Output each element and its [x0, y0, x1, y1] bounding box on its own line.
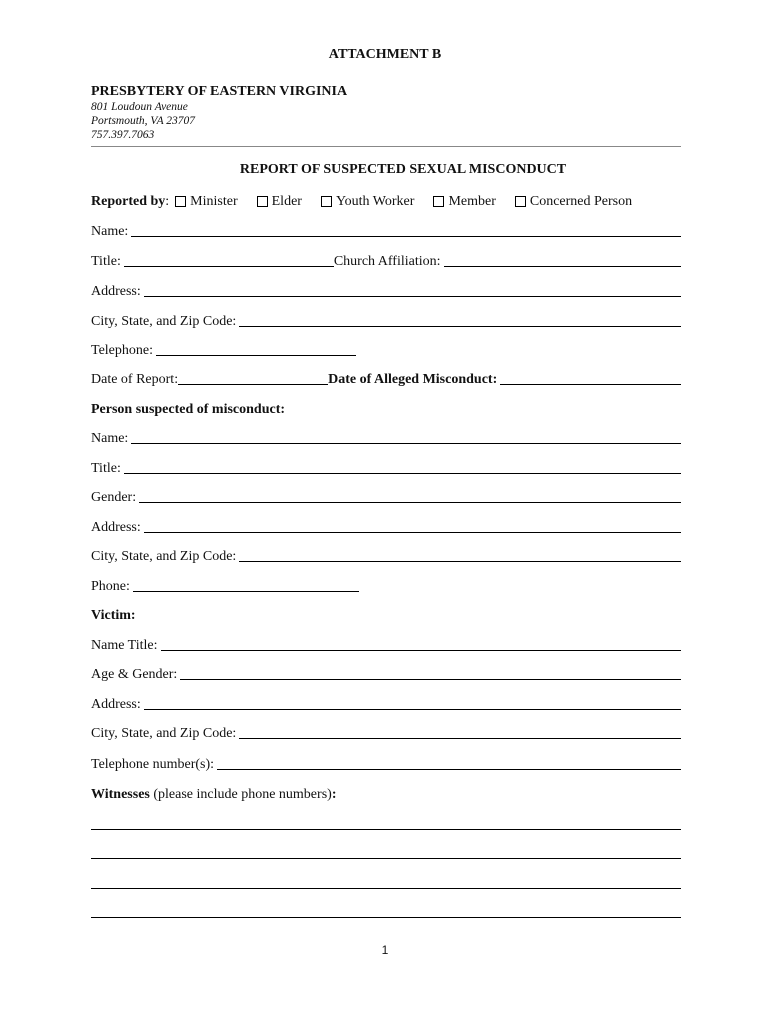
reported-by-colon: : — [165, 194, 170, 209]
reporter-address-field[interactable] — [144, 295, 681, 297]
checkbox-box[interactable] — [515, 196, 526, 207]
checkbox-minister[interactable] — [175, 194, 237, 210]
victim-address-label: Address: — [91, 697, 141, 712]
checkbox-minister-label: Minister — [190, 194, 238, 209]
suspect-gender-label: Gender: — [91, 490, 137, 505]
witnesses-label: Witnesses — [91, 787, 150, 802]
suspect-city-field[interactable] — [239, 560, 681, 562]
suspect-heading: Person suspected of misconduct: — [91, 402, 286, 417]
victim-city-row — [91, 722, 681, 742]
date-of-alleged-label: Date of Alleged Misconduct: — [328, 372, 498, 387]
suspect-name-row — [91, 427, 681, 447]
suspect-city-row — [91, 545, 681, 565]
form-title: REPORT OF SUSPECTED SEXUAL MISCONDUCT — [239, 162, 567, 177]
header-divider — [91, 146, 681, 147]
reporter-address-row — [91, 280, 681, 300]
suspect-phone-field[interactable] — [133, 590, 359, 592]
reporter-name-row — [91, 220, 681, 240]
reporter-title-row — [91, 250, 681, 270]
reporter-city-field[interactable] — [239, 325, 681, 327]
church-affiliation-label: Church Affiliation: — [333, 254, 441, 269]
checkbox-member[interactable] — [433, 194, 495, 210]
witness-line-3[interactable] — [91, 888, 681, 889]
suspect-address-field[interactable] — [144, 531, 681, 533]
suspect-name-field[interactable] — [131, 442, 681, 444]
attachment-heading: ATTACHMENT B — [328, 47, 442, 62]
checkbox-member-label: Member — [448, 194, 496, 209]
checkbox-box[interactable] — [433, 196, 444, 207]
witness-line-1[interactable] — [91, 829, 681, 830]
reporter-city-row — [91, 310, 681, 330]
victim-telephone-field[interactable] — [217, 768, 681, 770]
reporter-telephone-field[interactable] — [156, 354, 356, 356]
checkbox-elder-label: Elder — [271, 194, 302, 209]
suspect-gender-row — [91, 486, 681, 506]
victim-address-field[interactable] — [144, 708, 681, 710]
address-line-1: 801 Loudoun Avenue — [91, 101, 188, 113]
suspect-phone-label: Phone: — [91, 579, 130, 594]
reported-by-row — [91, 190, 681, 210]
reporter-name-label: Name: — [91, 224, 129, 239]
victim-city-label: City, State, and Zip Code: — [91, 726, 237, 741]
victim-name-row — [91, 634, 681, 654]
suspect-address-label: Address: — [91, 520, 141, 535]
victim-age-label: Age & Gender: — [91, 667, 178, 682]
reporter-city-label: City, State, and Zip Code: — [91, 314, 237, 329]
checkbox-youth-worker-label: Youth Worker — [335, 194, 415, 209]
victim-age-field[interactable] — [180, 678, 681, 680]
checkbox-elder[interactable] — [257, 194, 302, 210]
victim-telephone-row — [91, 753, 681, 773]
date-of-alleged-field[interactable] — [500, 383, 681, 385]
checkbox-box[interactable] — [321, 196, 332, 207]
checkbox-concerned-person-label: Concerned Person — [529, 194, 633, 209]
organization-name: PRESBYTERY OF EASTERN VIRGINIA — [91, 84, 348, 99]
report-dates-row — [91, 368, 681, 388]
suspect-address-row — [91, 516, 681, 536]
reporter-address-label: Address: — [91, 284, 141, 299]
reporter-name-field[interactable] — [131, 235, 681, 237]
victim-name-label: Name Title: — [91, 638, 158, 653]
suspect-phone-row — [91, 575, 681, 595]
checkbox-youth-worker[interactable] — [321, 194, 414, 210]
page-number: 1 — [381, 943, 389, 957]
church-affiliation-field[interactable] — [444, 265, 681, 267]
suspect-city-label: City, State, and Zip Code: — [91, 549, 237, 564]
witnesses-colon: : — [331, 787, 337, 802]
suspect-title-field[interactable] — [124, 472, 681, 474]
suspect-name-label: Name: — [91, 431, 129, 446]
date-of-report-label: Date of Report: — [91, 372, 179, 387]
reporter-telephone-row — [91, 339, 681, 359]
reporter-title-label: Title: — [91, 254, 121, 269]
witnesses-note: (please include phone numbers) — [149, 787, 332, 802]
reported-by-label: Reported by — [91, 194, 166, 209]
suspect-title-row — [91, 457, 681, 477]
suspect-gender-field[interactable] — [139, 501, 681, 503]
victim-age-row — [91, 663, 681, 683]
victim-name-field[interactable] — [161, 649, 681, 651]
witnesses-row — [91, 783, 681, 803]
victim-heading: Victim: — [91, 608, 136, 623]
address-line-2: Portsmouth, VA 23707 — [91, 115, 196, 127]
checkbox-concerned-person[interactable] — [515, 194, 632, 210]
reporter-title-field[interactable] — [124, 265, 334, 267]
witness-line-4[interactable] — [91, 917, 681, 918]
suspect-title-label: Title: — [91, 461, 121, 476]
reporter-telephone-label: Telephone: — [91, 343, 153, 358]
witness-line-2[interactable] — [91, 858, 681, 859]
organization-phone: 757.397.7063 — [91, 129, 155, 141]
victim-city-field[interactable] — [239, 737, 681, 739]
victim-address-row — [91, 693, 681, 713]
date-of-report-field[interactable] — [178, 383, 328, 385]
victim-telephone-label: Telephone number(s): — [91, 757, 215, 772]
checkbox-box[interactable] — [175, 196, 186, 207]
checkbox-box[interactable] — [257, 196, 268, 207]
